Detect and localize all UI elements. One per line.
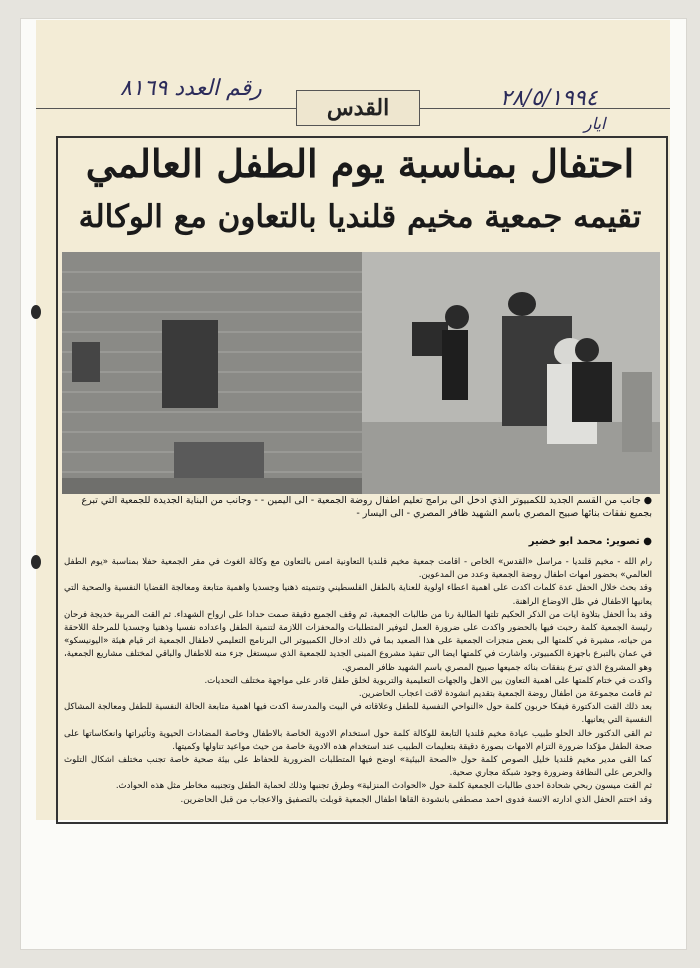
issue-number-note: رقم العدد ٨١٦٩ [120,76,262,101]
article-paragraph: بعد ذلك القت الدكتورة فيفكا حربون كلمة حول «النواحي النفسية للطفل وعلاقاته في البيت والمدرسة اكدت فيها اهمية متابعة الحالة النفسية للطفل ومعالجة المشاكل النفسية التي يعانيها. [64,702,652,726]
photo-illustration [62,252,660,494]
article-paragraph: واكدت في ختام كلمتها على اهمية التعاون بين الاهل والجهات التعليمية والتربوية لخلق طفل قادر على مواجهة مختلف التحديات. [204,675,652,686]
article-paragraph: وقد بدأ الحفل بتلاوة ايات من الذكر الحكيم تلتها الطالبة رنا من طالبات الجمعية، ثم وقف الجميع دقيقة صمت حدادا على ارواح الشهداء. ثم القت المربية خديجة فرحان رئيسة الجمعية كلمة رحبت فيها بالحضور واكدت على ضرورة العمل لتوفير المتطلبات والمحفزات اللازمة لتنمية الطفل واعداده نفسيا وذهنيا وجسديا للمرحلة اللاحقة من حياته، مشيرة في كلمتها الى بعض منجزات الجمعية على هذا الصعيد بما في ذلك ادخال الكمبيوتر الى البرنامج التعليمي لاطفال الجمعية اثر قيام هيئة «اليونيسكو» في عمان بالتبرع باجهزة الكمبيوتر، واشارت في كلمتها ايضا الى تنفيذ مشروع المبنى الجديد للجمعية الذي سيستغل جزء منه للاطفال والباقي لمختلف مشاريع الجمعية، وهو المشروع الذي تبرع بنفقات بنائه جميعها صبيح المصري باسم الشهيد ظافر المصري. [64,609,652,673]
punch-hole [31,305,41,319]
headline: احتفال بمناسبة يوم الطفل العالمي [85,141,635,186]
article-paragraph: ثم القت ميسون ربحي شحادة احدى طالبات الجمعية كلمة حول «الحوادث المنزلية» وطرق تجنبها وذلك لحماية الطفل وتجنيبه مخاطر مثل هذه الحوادث. [115,781,652,792]
photo-credit: ● تصوير: محمد ابو خضير [528,536,652,547]
newspaper-masthead: القدس [296,90,420,126]
subheadline: تقيمه جمعية مخيم قلنديا بالتعاون مع الوكالة [78,199,642,235]
article-paragraph: ثم القى الدكتور خالد الحلو طبيب عيادة مخيم قلنديا التابعة للوكالة كلمة حول استخدام الادوية الخاصة بالاطفال وخاصة المضادات الحيوية وتأثيراتها وانعكاساتها على صحة الطفل مؤكدا ضرورة التزام الامهات بصورة دقيقة بتعليمات الطبيب عند استخدام هذه الادوية خاصة من حيث مواعيد تناولها وكميتها. [64,728,652,752]
date-note: ٢٨/٥/١٩٩٤ [500,86,598,111]
article-paragraph: كما القى مدير مخيم قلنديا خليل الصوص كلمة حول «الصحة البيئية» اوضح فيها المتطلبات الضرورية للحفاظ على بيئة صحية خاصة تجنب مختلف اشكال التلوث والحرص على النظافة وضرورة وجود شبكة مجاري صحية. [64,755,652,779]
photo-caption: ● جانب من القسم الجديد للكمبيوتر الذي ادخل الى برامج تعليم اطفال روضة الجمعية - الى اليمين - - وجانب من البناية الجديدة للجمعية التي تبرع بجميع نفقات بنائها صبيح المصري باسم الشهيد ظافر المصري - الى اليسار - [81,495,652,519]
article-photo [62,252,660,494]
month-note: ايار [584,114,606,133]
article-paragraph: وقد بحث خلال الحفل عدة كلمات اكدت على اهمية اعطاء اولوية للعناية بالطفل الفلسطيني وتنميته ذهنيا وجسديا واهمية متابعة ومعالجة القضايا النفسية والصحية التي يعانيها الاطفال في ظل الاوضاع الراهنة. [64,583,652,607]
article-paragraph: رام الله - مخيم قلنديا - مراسل «القدس» الخاص - اقامت جمعية مخيم قلنديا التعاونية امس بالتعاون مع وكالة الغوث في مقر الجمعية حفلا بمناسبة «يوم الطفل العالمي» بحضور امهات اطفال روضة الجمعية وعدد من المدعوين. [64,557,652,581]
punch-hole [31,555,41,569]
article-paragraph: ثم قامت مجموعة من اطفال روضة الجمعية بتقديم انشودة لاقت اعجاب الحاضرين. [358,689,652,700]
article-body [64,556,652,807]
article-paragraph: وقد اختتم الحفل الذي ادارته الانسة فدوى احمد مصطفى بانشودة القاها اطفال الجمعية قوبلت بالتصفيق والاعجاب من قبل الحاضرين. [180,794,652,805]
